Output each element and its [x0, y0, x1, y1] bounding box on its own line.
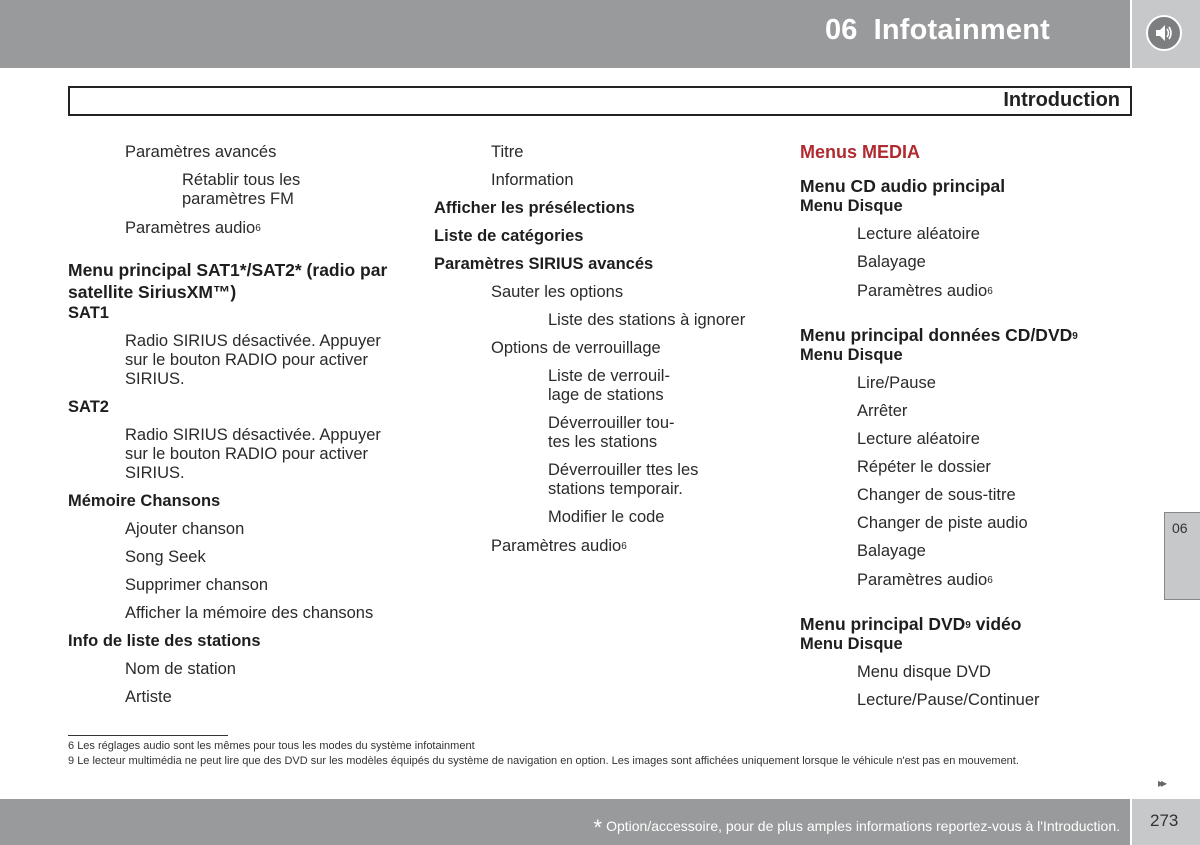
chapter-name: Infotainment [873, 14, 1050, 46]
menu-item: Modifier le code [548, 508, 665, 526]
menu-item: Changer de piste audio [857, 514, 1028, 532]
submenu-heading: Paramètres SIRIUS avancés [434, 255, 654, 273]
page-footer [0, 799, 1130, 845]
page-number: 273 [1150, 811, 1179, 830]
submenu-heading: SAT2 [68, 398, 109, 416]
menu-item: Radio SIRIUS désactivée. Appuyer [125, 426, 381, 444]
menu-item: Artiste [125, 688, 172, 706]
menu-item: Ajouter chanson [125, 520, 245, 538]
menu-item: Répéter le dossier [857, 458, 991, 476]
footnote-text: Les réglages audio sont les mêmes pour tous les modes du système infotainment [77, 740, 475, 752]
menu-item: Arrêter [857, 402, 908, 420]
submenu-heading: Afficher les présélections [434, 199, 635, 217]
section-heading: Menus MEDIA [800, 142, 921, 162]
submenu-heading: SAT1 [68, 304, 109, 322]
menu-item: Liste des stations à ignorer [548, 311, 746, 329]
menu-heading-label: Menu principal DVD [800, 614, 966, 634]
submenu-heading: Info de liste des stations [68, 632, 261, 650]
menu-item: Afficher la mémoire des chansons [125, 604, 374, 622]
menu-item [857, 570, 993, 590]
menu-item [491, 536, 627, 556]
footnote-6 [68, 740, 475, 752]
menu-item: Déverrouiller tou- [548, 414, 675, 432]
submenu-heading: Menu Disque [800, 635, 903, 653]
menu-heading-label: Menu principal données CD/DVD [800, 325, 1073, 345]
asterisk-marker: * [593, 815, 603, 840]
menu-heading: Menu principal SAT1*/SAT2* (radio par [68, 260, 388, 280]
menu-item-label: Paramètres audio [125, 219, 256, 237]
speaker-icon [1146, 15, 1182, 51]
submenu-heading: Liste de catégories [434, 227, 584, 245]
menu-item: Nom de station [125, 660, 236, 678]
footnote-ref: 6 [255, 223, 261, 234]
footnote-divider [68, 735, 228, 736]
footnote-ref: 6 [621, 541, 627, 552]
menu-item: Sauter les options [491, 283, 624, 301]
footnote-9 [68, 755, 1019, 767]
chapter-icon-box [1132, 0, 1200, 68]
page-number-box [1132, 799, 1200, 845]
menu-item-label: Paramètres audio [857, 571, 988, 589]
menu-heading: satellite SiriusXM™) [68, 282, 237, 302]
menu-item: SIRIUS. [125, 464, 185, 482]
chapter-title [825, 14, 1050, 47]
next-page-arrows-icon: ▸▸ [1158, 776, 1165, 790]
chapter-side-tab-label: 06 [1172, 520, 1188, 536]
menu-item: Information [491, 171, 574, 189]
menu-item: Lecture aléatoire [857, 225, 980, 243]
menu-item: paramètres FM [182, 190, 294, 208]
menu-heading [800, 614, 1021, 634]
menu-heading [800, 325, 1078, 345]
footer-note-text: Option/accessoire, pour de plus amples informations reportez-vous à l'Introduction. [606, 818, 1120, 834]
chapter-header [0, 0, 1130, 68]
menu-item: Titre [491, 143, 524, 161]
chapter-side-tab[interactable] [1164, 512, 1200, 600]
menu-item: Déverrouiller ttes les [548, 461, 699, 479]
menu-item: Song Seek [125, 548, 206, 566]
menu-item: Lecture aléatoire [857, 430, 980, 448]
menu-item: Options de verrouillage [491, 339, 661, 357]
section-title: Introduction [1003, 89, 1120, 111]
menu-item: Supprimer chanson [125, 576, 269, 594]
menu-item [125, 218, 261, 238]
menu-item: stations temporair. [548, 480, 683, 498]
submenu-heading: Menu Disque [800, 197, 903, 215]
menu-item: Lecture/Pause/Continuer [857, 691, 1040, 709]
menu-item: Balayage [857, 542, 926, 560]
menu-item: Changer de sous-titre [857, 486, 1016, 504]
menu-item: Rétablir tous les [182, 171, 301, 189]
footnote-ref: 9 [1072, 331, 1078, 342]
footnote-ref: 6 [987, 286, 993, 297]
footnote-ref: 6 [987, 575, 993, 586]
menu-item: Radio SIRIUS désactivée. Appuyer [125, 332, 381, 350]
menu-item-label: Paramètres audio [857, 282, 988, 300]
menu-item [857, 281, 993, 301]
menu-item-label: Paramètres audio [491, 537, 622, 555]
menu-item: sur le bouton RADIO pour activer [125, 351, 369, 369]
footnote-number: 6 [68, 740, 75, 752]
menu-item: Menu disque DVD [857, 663, 991, 681]
chapter-number: 06 [824, 14, 858, 46]
menu-item: lage de stations [548, 386, 664, 404]
submenu-heading: Menu Disque [800, 346, 903, 364]
section-title-box [68, 86, 1132, 116]
menu-item: Liste de verrouil- [548, 367, 670, 385]
footnote-text: Le lecteur multimédia ne peut lire que des DVD sur les modèles équipés du système de navigation en option. Les images sont affichées uniquement lorsque le véhicule n'est pas en mouvement. [77, 755, 1019, 767]
footnote-number: 9 [68, 755, 75, 767]
menu-item: Lire/Pause [857, 374, 936, 392]
menu-item: tes les stations [548, 433, 658, 451]
menu-item: Paramètres avancés [125, 143, 277, 161]
submenu-heading: Mémoire Chansons [68, 492, 221, 510]
menu-heading: Menu CD audio principal [800, 176, 1006, 196]
menu-item: SIRIUS. [125, 370, 185, 388]
footer-note [593, 811, 1121, 840]
menu-item: Balayage [857, 253, 926, 271]
footnote-ref: 9 [965, 620, 971, 631]
menu-heading-label: vidéo [970, 614, 1022, 634]
menu-item: sur le bouton RADIO pour activer [125, 445, 369, 463]
